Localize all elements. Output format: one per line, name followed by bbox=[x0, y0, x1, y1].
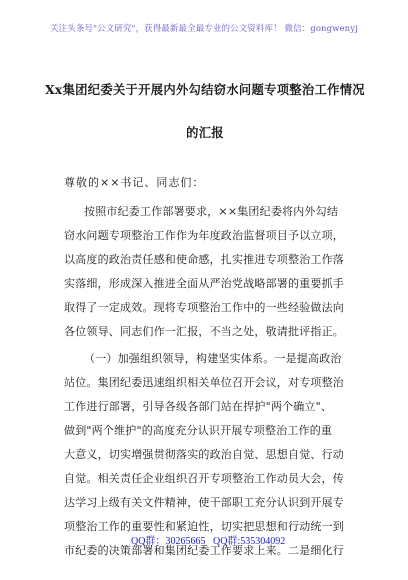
body-line: 项整治工作的重要性和紧迫性，切实把思想和行动统一到 bbox=[64, 520, 344, 533]
body-line: 自觉。相关责任企业组织召开专项整治工作动员大会，传 bbox=[64, 472, 344, 485]
body-line: 窃水问题专项整治工作作为年度政治监督项目予以立项， bbox=[64, 229, 344, 242]
body-line: 大意义，切实增强贯彻落实的政治自觉、思想自觉、行动 bbox=[64, 448, 344, 461]
header-banner: 关注头条号"公文研究"，获得最新最全最专业的公文资料库！ 微信：gongwenyj bbox=[50, 24, 358, 34]
document-title-line-2: 的汇报 bbox=[186, 125, 224, 140]
body-line: 取得了一定成效。现将专项整治工作中的一些经验做法向 bbox=[64, 301, 344, 314]
qq-group-left: QQ群：30265665 bbox=[131, 536, 206, 547]
body-line: 实落细，形成深入推进全面从严治党战略部署的重要抓手 bbox=[64, 277, 344, 290]
document-title-line-1: Xx集团纪委关于开展内外勾结窃水问题专项整治工作情况 bbox=[45, 82, 365, 97]
body-line: 站位。集团纪委迅速组织相关单位召开会议，对专项整治 bbox=[64, 376, 344, 389]
qq-group-right: QQ群:535304092 bbox=[213, 536, 286, 547]
body-line: 工作进行部署，引导各级各部门站在捍护"两个确立"、 bbox=[64, 400, 333, 413]
body-line: 按照市纪委工作部署要求，××集团纪委将内外勾结 bbox=[84, 205, 339, 218]
salutation: 尊敬的××书记、同志们： bbox=[64, 176, 205, 189]
body-line: （一）加强组织领导，构建坚实体系。一是提高政治 bbox=[84, 352, 342, 365]
body-line: 以高度的政治责任感和使命感，扎实推进专项整治工作落 bbox=[64, 253, 344, 266]
body-line: 各位领导、同志们作一汇报，不当之处，敬请批评指正。 bbox=[64, 325, 344, 338]
body-line: 做到"两个维护"的高度充分认识开展专项整治工作的重 bbox=[64, 424, 333, 437]
body-line: 达学习上级有关文件精神，使干部职工充分认识到开展专 bbox=[64, 496, 344, 509]
body-line: 市纪委的决策部署和集团纪委工作要求上来。二是细化行 bbox=[64, 544, 344, 557]
